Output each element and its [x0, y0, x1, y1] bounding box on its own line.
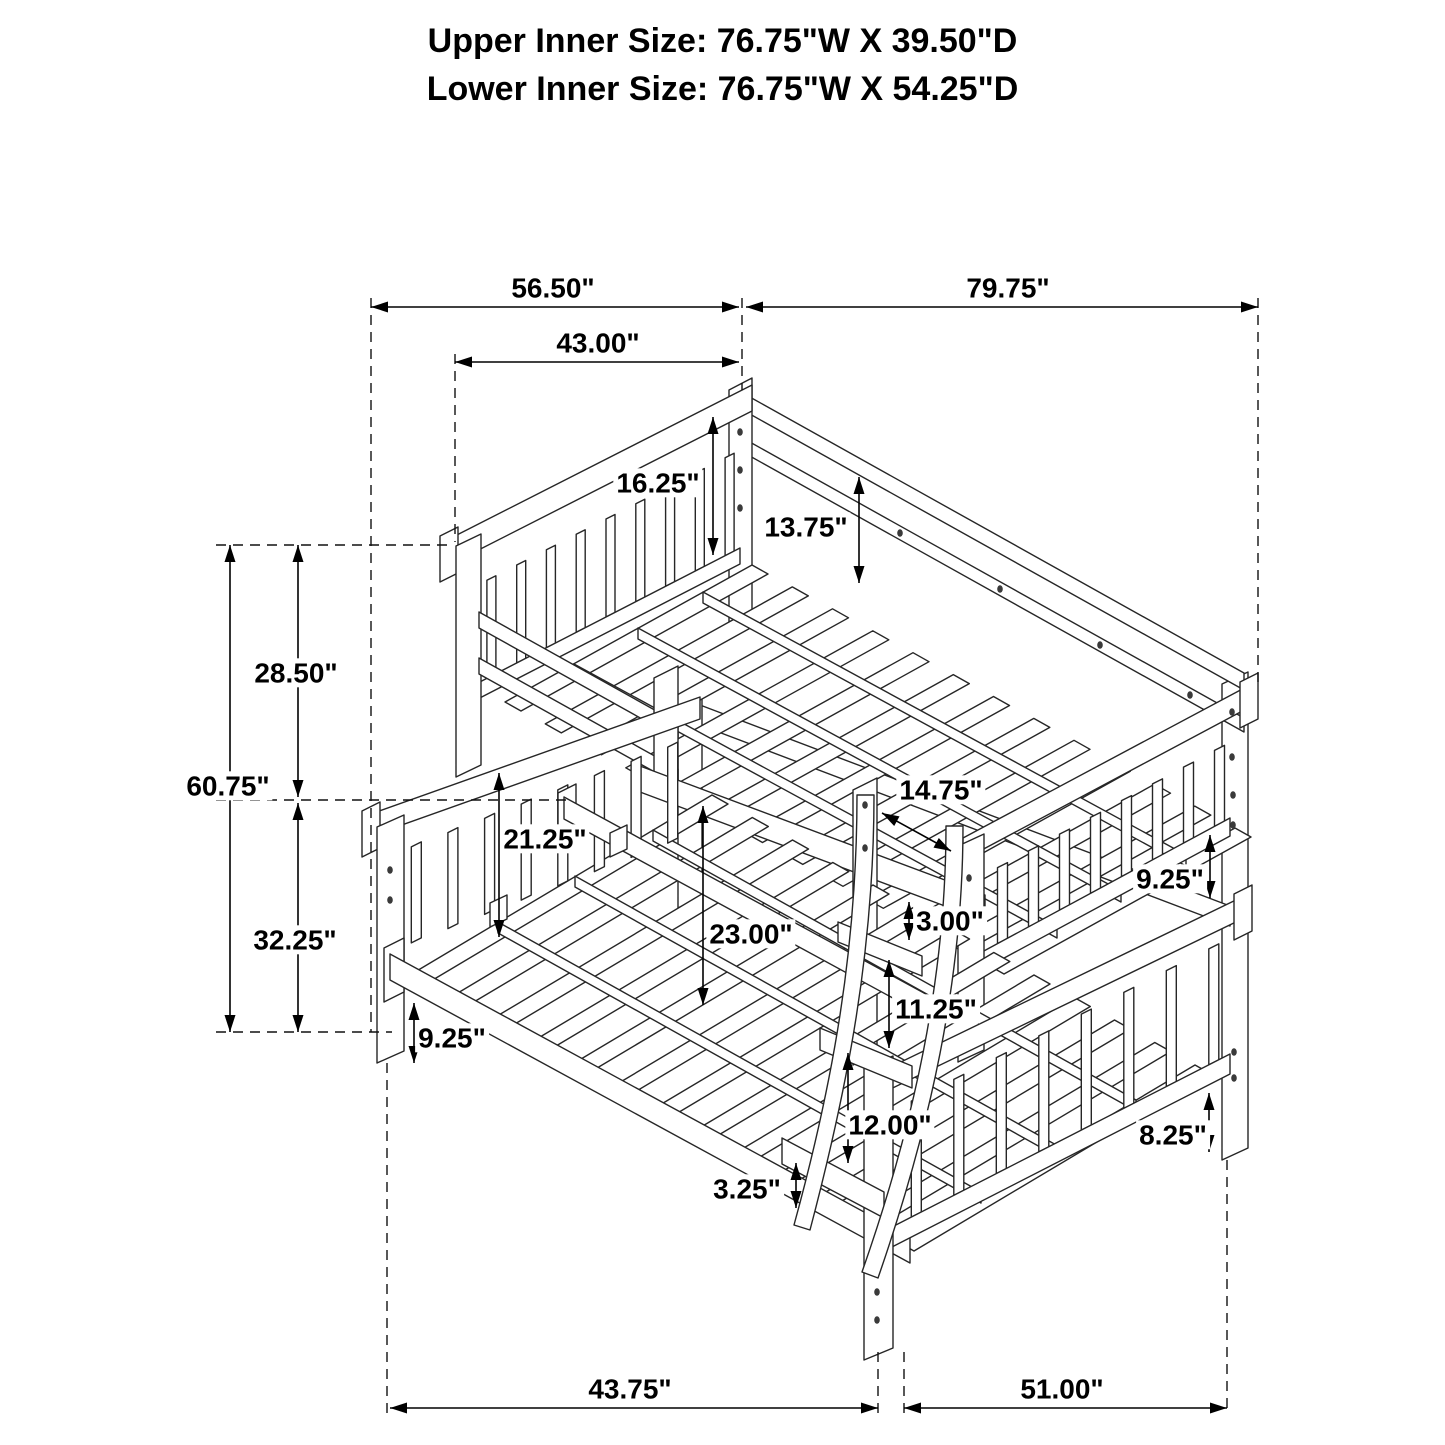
dim-label-ladder-opening-width: 14.75" — [896, 775, 985, 804]
dim-label-frame-floor-gap: 9.25" — [415, 1023, 489, 1052]
dim-label-bottom-step-height: 3.25" — [710, 1174, 784, 1203]
dim-label-lower-section-height: 32.25" — [250, 925, 339, 954]
dim-label-back-rail-height: 13.75" — [761, 512, 850, 541]
dim-label-upper-bunk-depth: 43.00" — [553, 328, 642, 357]
dim-label-step-spacing-upper: 11.25" — [892, 994, 980, 1023]
title-lower-inner-size: Lower Inner Size: 76.75"W X 54.25"D — [426, 70, 1019, 108]
dim-label-right-rail-gap: 9.25" — [1133, 864, 1207, 893]
dim-label-guard-rail-drop: 21.25" — [500, 824, 589, 853]
dim-label-rail-to-step-gap: 3.00" — [913, 906, 987, 935]
dim-label-overall-length-top: 79.75" — [963, 273, 1052, 302]
dim-label-footboard-floor-gap: 8.25" — [1136, 1120, 1210, 1149]
dim-label-headboard-guard-height: 16.25" — [613, 468, 702, 497]
title-upper-inner-size: Upper Inner Size: 76.75"W X 39.50"D — [427, 22, 1018, 60]
dim-label-overall-height: 60.75" — [183, 771, 272, 800]
dim-label-upper-section-height: 28.50" — [251, 658, 340, 687]
dim-label-floor-left-span: 43.75" — [585, 1374, 674, 1403]
dim-label-overall-depth-top: 56.50" — [508, 273, 597, 302]
dim-label-step-spacing-lower: 12.00" — [845, 1110, 934, 1139]
dim-label-floor-right-span: 51.00" — [1017, 1374, 1106, 1403]
dim-label-bunk-clearance: 23.00" — [706, 919, 795, 948]
